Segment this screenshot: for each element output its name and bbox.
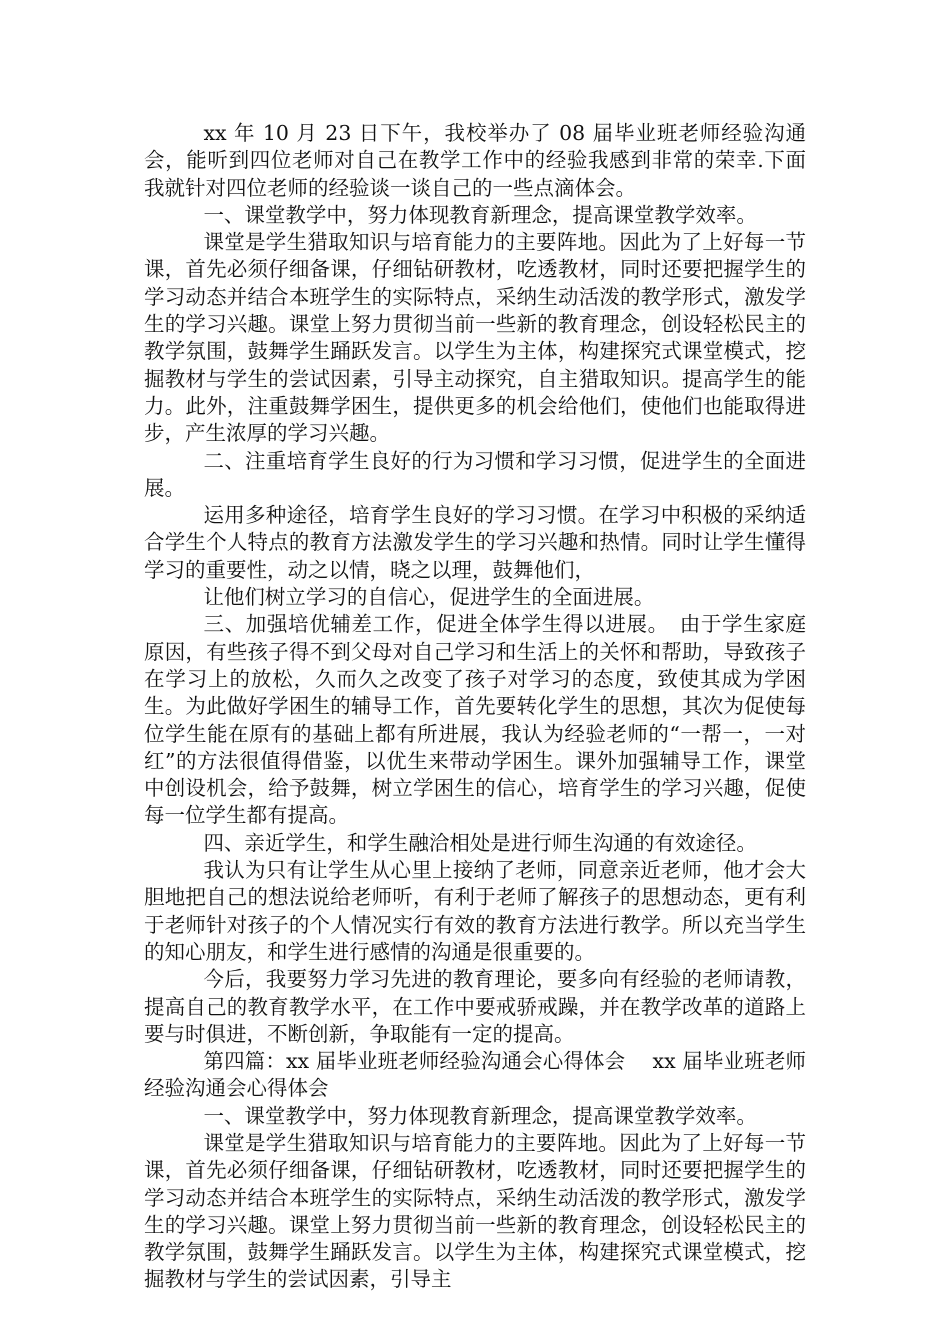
body-paragraph: 让他们树立学习的自信心，促进学生的全面进展。 bbox=[203, 585, 655, 610]
body-paragraph: 今后，我要努力学习先进的教育理论，要多向有经验的老师请教，提高自己的教育教学水平，在工作中要戒骄戒躁，并在教学改革的道路上要与时俱进，不断创新，争取能有一定的提高。 bbox=[144, 967, 806, 1046]
body-paragraph: 我认为只有让学生从心里上接纳了老师，同意亲近老师，他才会大胆地把自己的想法说给老师听，有利于老师了解孩子的思想动态，更有利于老师针对孩子的个人情况实行有效的教育方法进行教学。所以充当学生的知心朋友，和学生进行感情的沟通是很重要的。 bbox=[144, 858, 806, 964]
body-paragraph: 课堂是学生猎取知识与培育能力的主要阵地。因此为了上好每一节课，首先必须仔细备课，仔细钻研教材，吃透教材，同时还要把握学生的学习动态并结合本班学生的实际特点，采纳生动活泼的教学形式，激发学生的学习兴趣。课堂上努力贯彻当前一些新的教育理念，创设轻松民主的教学氛围，鼓舞学生踊跃发言。以学生为主体，构建探究式课堂模式，挖掘教材与学生的尝试因素，引导主动探究，自主猎取知识。提高学生的能力。此外，注重鼓舞学困生，提供更多的机会给他们，使他们也能取得进步，产生浓厚的学习兴趣。 bbox=[144, 230, 806, 446]
section-heading-2: 二、注重培育学生良好的行为习惯和学习习惯，促进学生的全面进展。 bbox=[144, 448, 806, 500]
body-paragraph: 运用多种途径，培育学生良好的学习习惯。在学习中积极的采纳适合学生个人特点的教育方法激发学生的学习兴趣和热情。同时让学生懂得学习的重要性，动之以情，晓之以理，鼓舞他们， bbox=[144, 503, 806, 582]
section-heading-1: 一、课堂教学中，努力体现教育新理念，提高课堂教学效率。 bbox=[203, 202, 757, 227]
document-page bbox=[144, 120, 806, 1294]
body-paragraph: 课堂是学生猎取知识与培育能力的主要阵地。因此为了上好每一节课，首先必须仔细备课，仔细钻研教材，吃透教材，同时还要把握学生的学习动态并结合本班学生的实际特点，采纳生动活泼的教学形式，激发学生的学习兴趣。课堂上努力贯彻当前一些新的教育理念，创设轻松民主的教学氛围，鼓舞学生踊跃发言。以学生为主体，构建探究式课堂模式，挖掘教材与学生的尝试因素，引导主 bbox=[144, 1130, 806, 1292]
intro-paragraph: xx 年 10 月 23 日下午，我校举办了 08 届毕业班老师经验沟通会，能听到四位老师对自己在教学工作中的经验我感到非常的荣幸.下面我就针对四位老师的经验谈一谈自己的一些点滴体会。 bbox=[144, 121, 806, 200]
section-heading-4: 四、亲近学生，和学生融洽相处是进行师生沟通的有效途径。 bbox=[203, 830, 757, 855]
part-four-title: 第四篇：xx 届毕业班老师经验沟通会心得体会 xx 届毕业班老师经验沟通会心得体会 bbox=[144, 1049, 806, 1101]
section-heading-3-paragraph: 三、加强培优辅差工作，促进全体学生得以进展。 由于学生家庭原因，有些孩子得不到父母对自己学习和生活上的关怀和帮助，导致孩子在学习上的放松，久而久之改变了孩子对学习的态度，致使其成为学困生。为此做好学困生的辅导工作，首先要转化学生的思想，其次为促使每位学生能在原有的基础上都有所进展，我认为经验老师的“一帮一，一对红”的方法很值得借鉴，以优生来带动学困生。课外加强辅导工作，课堂中创设机会，给予鼓舞，树立学困生的信心，培育学生的学习兴趣，促使每一位学生都有提高。 bbox=[144, 612, 806, 828]
section-heading-1-repeat: 一、课堂教学中，努力体现教育新理念，提高课堂教学效率。 bbox=[203, 1103, 757, 1128]
